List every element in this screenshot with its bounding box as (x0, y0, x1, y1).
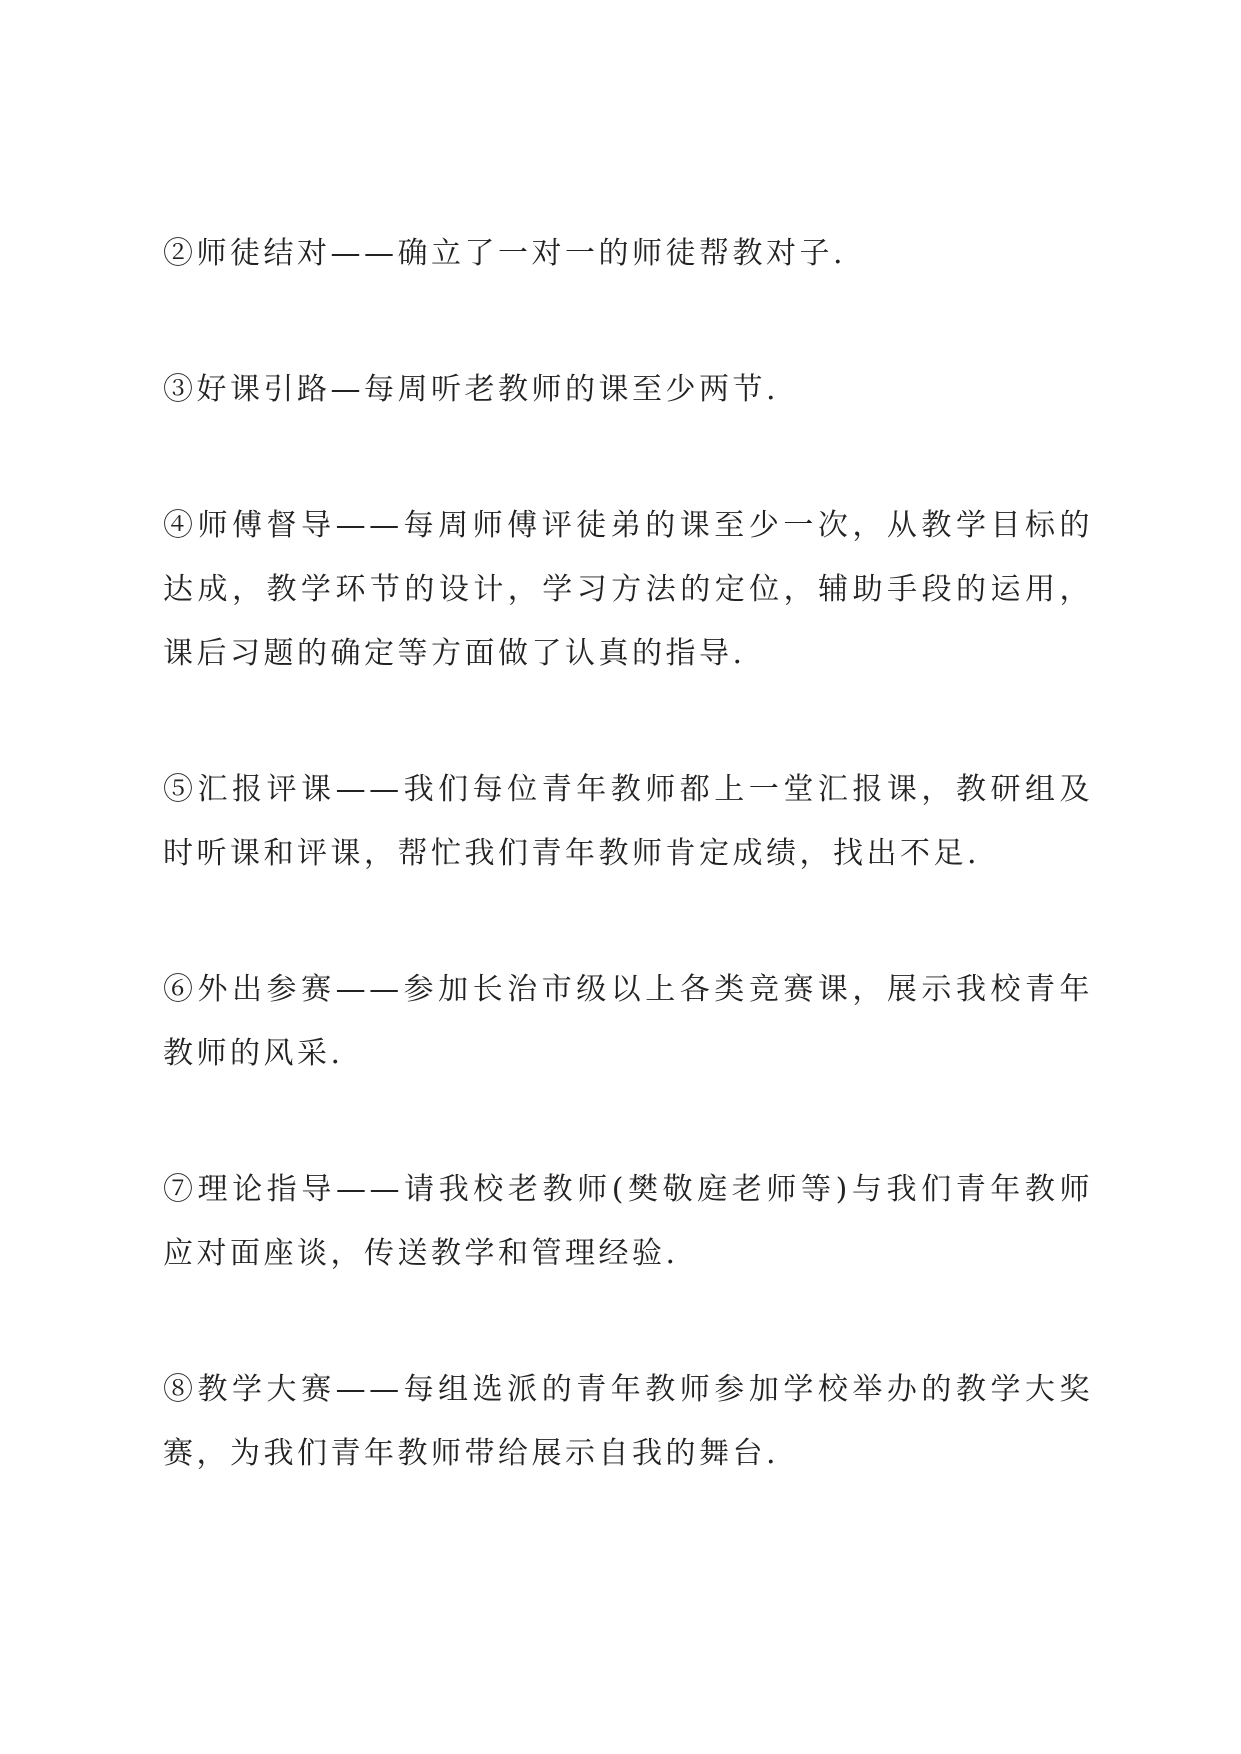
document-body (163, 222, 1093, 1486)
paragraph-mentor-supervision: ④师傅督导——每周师傅评徒弟的课至少一次，从教学目标的达成，教学环节的设计，学习方法的定位，辅助手段的运用，课后习题的确定等方面做了认真的指导. (163, 508, 1093, 671)
paragraph-external-competition: ⑥外出参赛——参加长治市级以上各类竞赛课，展示我校青年教师的风采. (163, 972, 1093, 1071)
paragraph-model-lessons: ③好课引路—每周听老教师的课至少两节. (163, 372, 780, 407)
paragraph-teaching-contest: ⑧教学大赛——每组选派的青年教师参加学校举办的教学大奖赛，为我们青年教师带给展示自我的舞台. (163, 1372, 1093, 1471)
paragraph-theory-guidance: ⑦理论指导——请我校老教师(樊敬庭老师等)与我们青年教师应对面座谈，传送教学和管理经验. (163, 1172, 1093, 1271)
paragraph-mentor-pairing: ②师徒结对——确立了一对一的师徒帮教对子. (163, 236, 847, 271)
paragraph-report-lessons: ⑤汇报评课——我们每位青年教师都上一堂汇报课，教研组及时听课和评课，帮忙我们青年教师肯定成绩，找出不足. (163, 772, 1093, 871)
